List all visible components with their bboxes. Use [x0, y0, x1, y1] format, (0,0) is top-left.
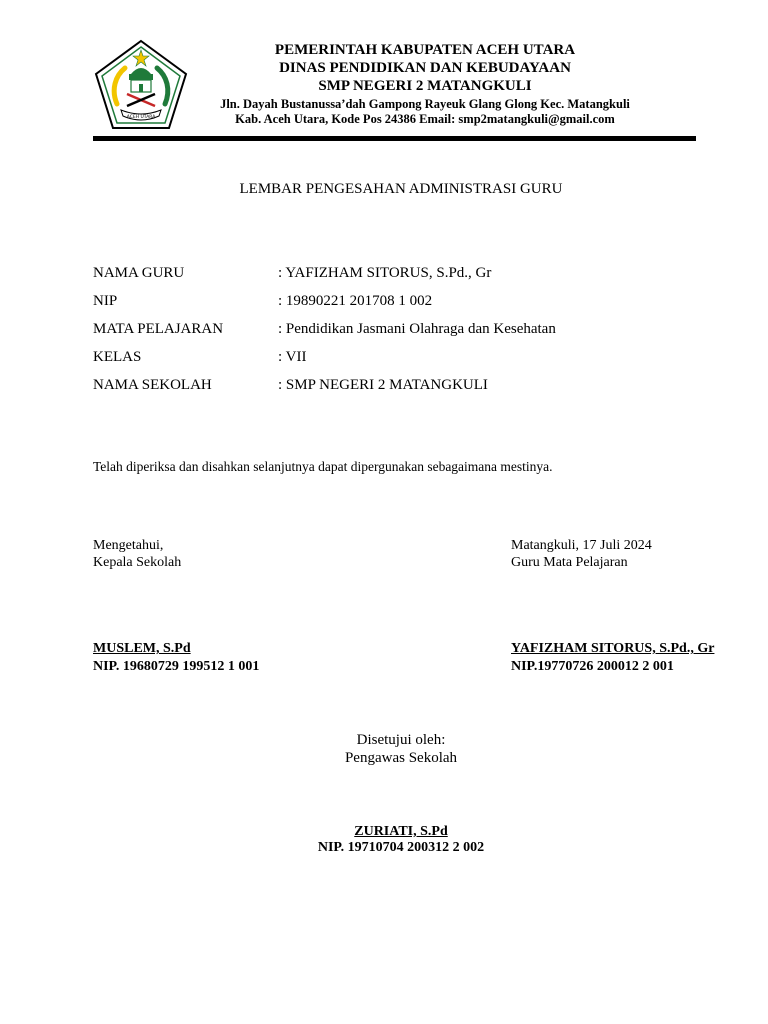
school-logo: [93, 38, 189, 134]
letterhead-divider: [93, 136, 696, 141]
place-date: Matangkuli, 17 Juli 2024: [511, 538, 652, 553]
supervisor-role: Pengawas Sekolah: [344, 750, 458, 766]
approval-statement: Telah diperiksa dan disahkan selanjutnya dapat dipergunakan sebagaimana mestinya.: [93, 459, 553, 474]
letterhead-address: Jln. Dayah Bustanussa’dah Gampong Rayeuk Glang Glong Kec. Matangkuli: [220, 97, 630, 111]
value-nama-sekolah: : SMP NEGERI 2 MATANGKULI: [278, 377, 488, 393]
label-kelas: KELAS: [93, 349, 142, 365]
principal-nip: NIP. 19680729 199512 1 001: [93, 659, 260, 674]
label-mata-pelajaran: MATA PELAJARAN: [93, 321, 224, 337]
letterhead-contact: Kab. Aceh Utara, Kode Pos 24386 Email: smp2matangkuli@gmail.com: [235, 112, 615, 126]
value-nama-guru: : YAFIZHAM SITORUS, S.Pd., Gr: [278, 265, 492, 281]
left-sign-heading: Mengetahui,: [93, 538, 164, 553]
letterhead-department: DINAS PENDIDIKAN DAN KEBUDAYAAN: [279, 60, 571, 76]
label-nip: NIP: [93, 293, 118, 309]
right-sign-role: Guru Mata Pelajaran: [511, 555, 628, 570]
supervisor-name: ZURIATI, S.Pd: [354, 824, 448, 839]
supervisor-nip: NIP. 19710704 200312 2 002: [317, 840, 485, 855]
letterhead-school: SMP NEGERI 2 MATANGKULI: [318, 78, 532, 94]
letterhead-government: PEMERINTAH KABUPATEN ACEH UTARA: [274, 42, 576, 58]
logo-text: ACEH UTARA: [126, 115, 156, 120]
approved-by-label: Disetujui oleh:: [356, 732, 446, 748]
teacher-nip: NIP.19770726 200012 2 001: [511, 659, 674, 674]
value-nip: : 19890221 201708 1 002: [278, 293, 433, 309]
value-mata-pelajaran: : Pendidikan Jasmani Olahraga dan Kesehatan: [278, 321, 556, 337]
principal-name: MUSLEM, S.Pd: [93, 641, 191, 656]
left-sign-role: Kepala Sekolah: [93, 555, 182, 570]
label-nama-sekolah: NAMA SEKOLAH: [93, 377, 212, 393]
label-nama-guru: NAMA GURU: [93, 265, 185, 281]
teacher-name: YAFIZHAM SITORUS, S.Pd., Gr: [511, 641, 715, 656]
value-kelas: : VII: [278, 349, 307, 365]
document-title: LEMBAR PENGESAHAN ADMINISTRASI GURU: [239, 181, 563, 197]
aceh-utara-emblem-icon: [93, 38, 189, 134]
